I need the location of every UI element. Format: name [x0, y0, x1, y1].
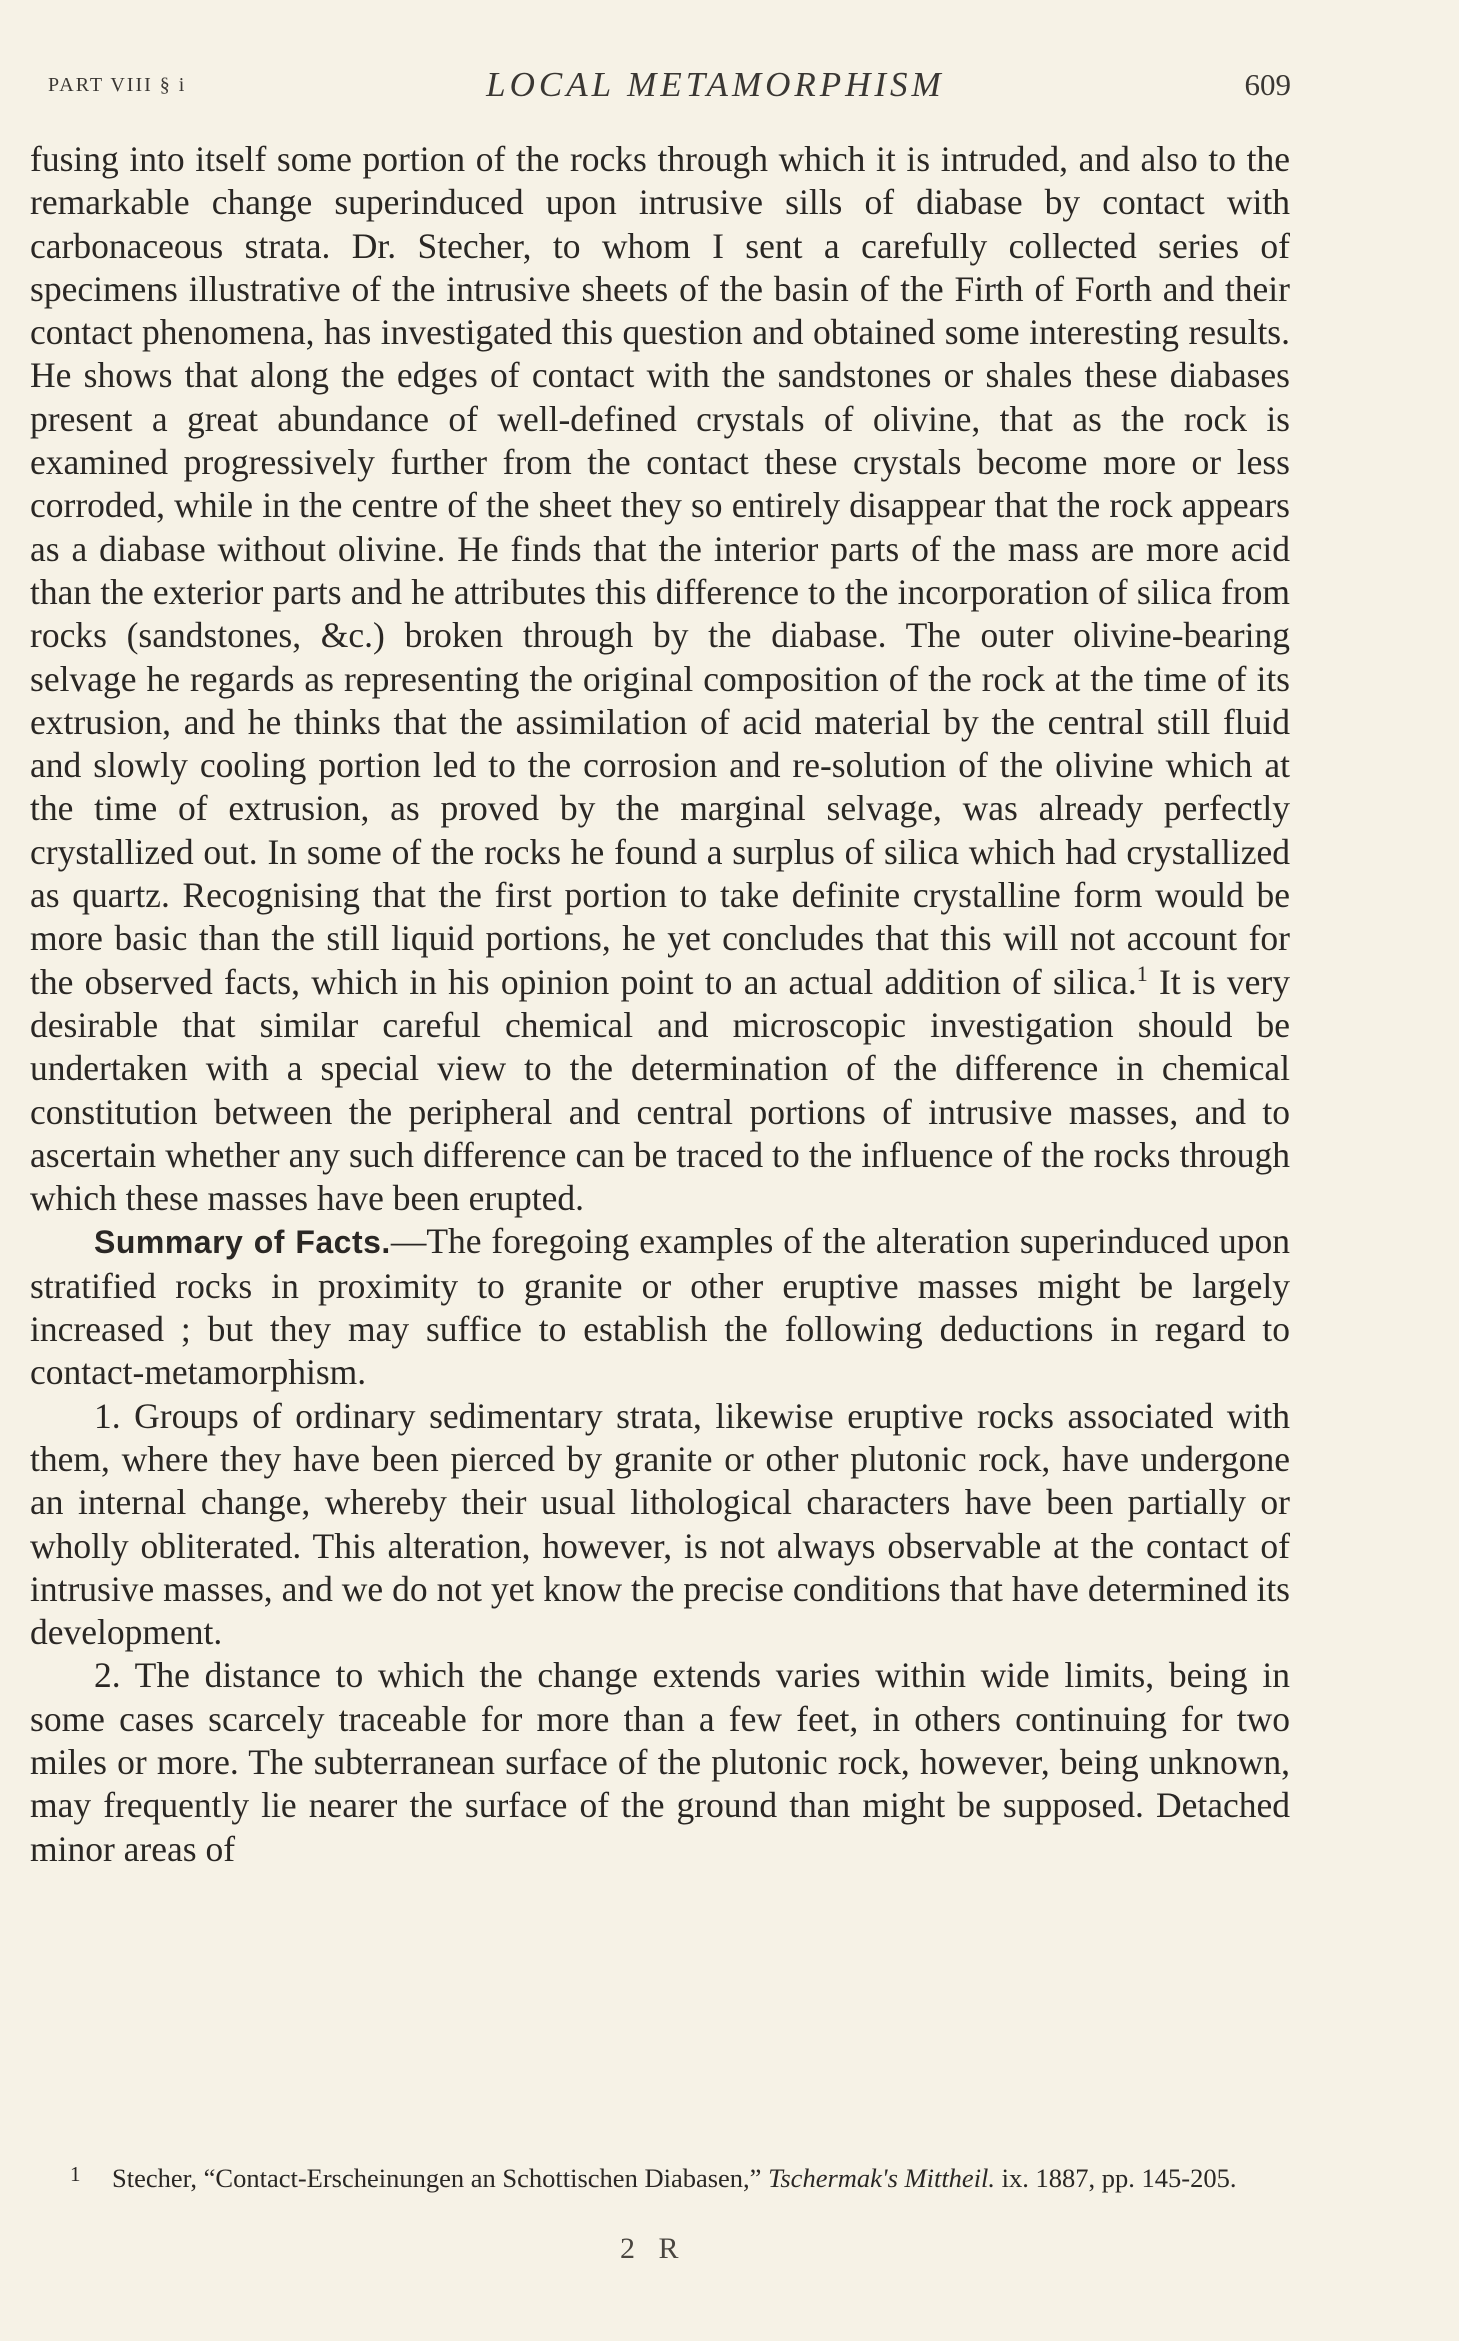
body-text — [30, 138, 1290, 1871]
deduction-point-1: 1. Groups of ordinary sedimentary strata, likewise eruptive rocks associated with them, where they have been pierced by granite or other plutonic rock, have undergone an internal change, whereby their usual lithological characters have been partially or wholly obliterated. This alteration, however, is not always observable at the contact of intrusive masses, and we do not yet know the precise conditions that have determined its development. — [30, 1395, 1290, 1653]
footnote-citation: ix. 1887, pp. 145-205. — [995, 2163, 1237, 2193]
deduction-point-2: 2. The distance to which the change extends varies within wide limits, being in some cases scarcely traceable for more than a few feet, in others continuing for two miles or more. The subterranean surface of the plutonic rock, however, being unknown, may frequently lie nearer the surface of the ground than might be supposed. Detached minor areas of — [30, 1655, 1290, 1869]
summary-paragraph — [30, 1220, 1290, 1394]
page-number: 609 — [1244, 67, 1291, 102]
paragraph-text: fusing into itself some portion of the rocks through which it is intruded, and also to the remarkable change superinduced upon intrusive sills of diabase by contact with carbonaceous strata. Dr. Stecher, to whom I sent a carefully collected series of specimens illustrative of the intrusive sheets of the basin of the Firth of Forth and their contact phenomena, has investigated this question and obtained some interesting results. He shows that along the edges of contact with the sandstones or shales these diabases present a great abundance of well-defined crystals of olivine, that as the rock is examined progressively further from the contact these crystals become more or less corroded, while in the centre of the sheet they so entirely disappear that the rock appears as a diabase without olivine. He finds that the interior parts of the mass are more acid than the exterior parts and he attributes this difference to the incorporation of silica from rocks (sandstones, &c.) broken through by the diabase. The outer olivine-bearing selvage he regards as representing the original composition of the rock at the time of its extrusion, and he thinks that the assimilation of acid material by the central still fluid and slowly cooling portion led to the corrosion and re-solution of the olivine which at the time of extrusion, as proved by the marginal selvage, was already perfectly crystallized out. In some of the rocks he found a surplus of silica which had crystallized as quartz. Recognising that the first portion to take definite crystalline form would be more basic than the still liquid portions, he yet concludes that this will not account for the observed facts, which in his opinion point to an actual addition of silica. — [30, 139, 1290, 1002]
paragraph-continued — [30, 138, 1290, 1220]
footnote-text: Stecher, “Contact-Erscheinungen an Schottischen Diabasen,” — [112, 2163, 769, 2193]
footnote-number: 1 — [70, 2162, 81, 2186]
running-header — [48, 60, 1291, 110]
header-section: PART VIII § i — [48, 73, 187, 96]
paragraph-tail: It is very desirable that similar careful chemical and microscopic investigation should be undertaken with a special view to the determination of the difference in chemical constitution between the peripheral and central portions of intrusive masses, and to ascertain whether any such difference can be traced to the influence of the rocks through which these masses have been erupted. — [30, 961, 1290, 1219]
footnote — [30, 2155, 1292, 2197]
summary-heading: Summary of Facts. — [94, 1224, 391, 1261]
summary-text: —The foregoing examples of the alteration superinduced upon stratified rocks in proximity to granite or other eruptive masses might be largely increased ; but they may suffice to establish the following deductions in regard to contact-metamorphism. — [30, 1221, 1290, 1393]
footnote-journal: Tschermak's Mittheil. — [768, 2163, 996, 2193]
header-title: LOCAL METAMORPHISM — [486, 65, 945, 104]
signature-mark: 2 R — [620, 2232, 687, 2265]
footnote-reference: 1 — [1136, 960, 1148, 986]
